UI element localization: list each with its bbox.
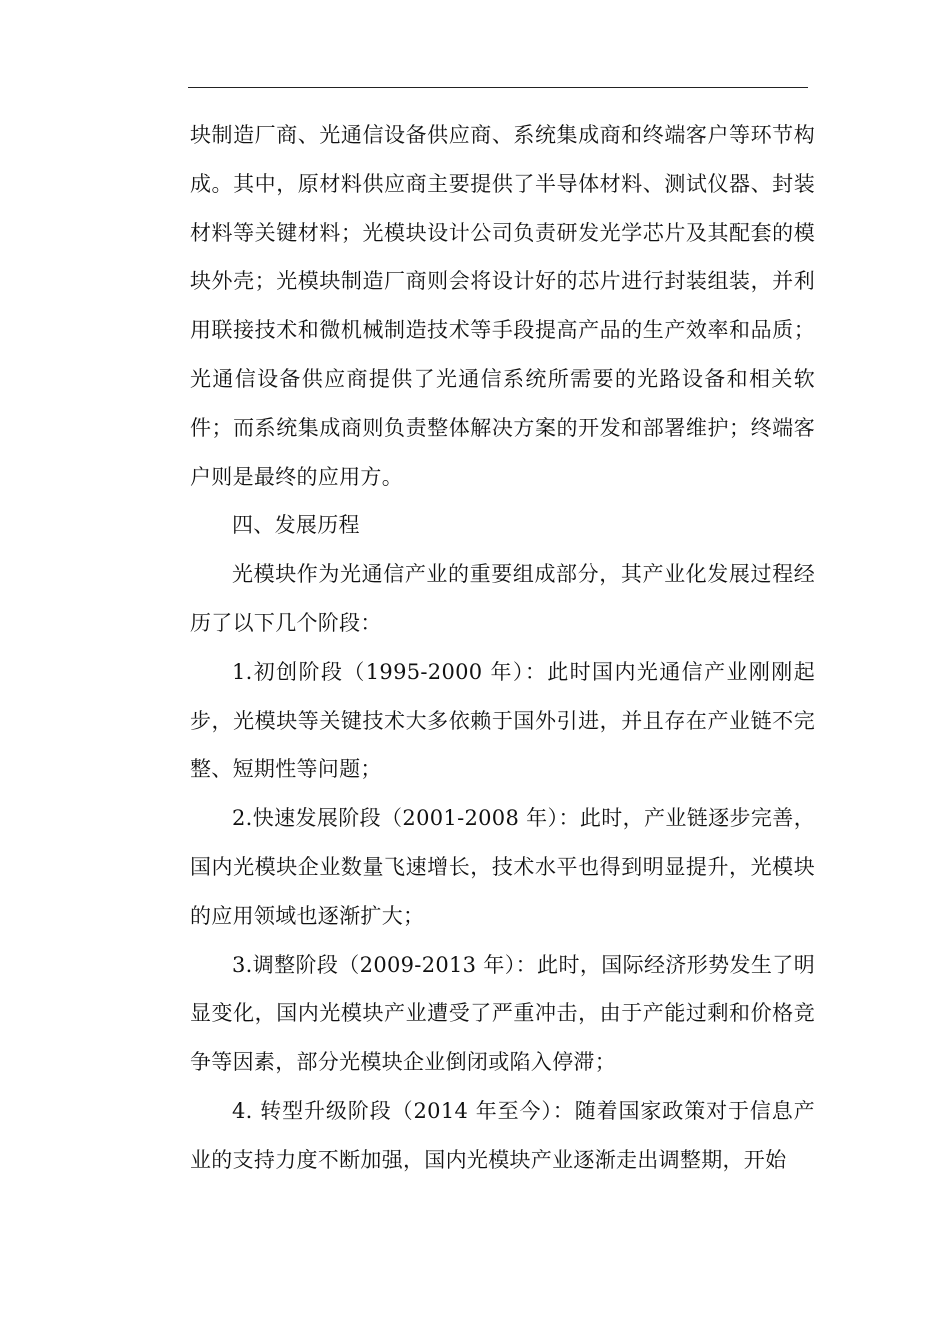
paragraph-stage-4: 4. 转型升级阶段（2014 年至今）：随着国家政策对于信息产业的支持力度不断加强，国内光模块产业逐渐走出调整期，开始 xyxy=(190,1098,815,1172)
section-heading-development-history: 四、发展历程 xyxy=(232,513,360,538)
paragraph-development-intro: 光模块作为光通信产业的重要组成部分，其产业化发展过程经历了以下几个阶段： xyxy=(190,562,815,635)
paragraph-stage-2: 2.快速发展阶段（2001-2008 年）：此时，产业链逐步完善，国内光模块企业数量飞速增长，技术水平也得到明显提升，光模块的应用领域也逐渐扩大； xyxy=(190,806,815,928)
document-body xyxy=(190,111,815,1185)
paragraph-stage-3: 3.调整阶段（2009-2013 年）：此时，国际经济形势发生了明显变化，国内光模块产业遭受了严重冲击，由于产能过剩和价格竞争等因素，部分光模块企业倒闭或陷入停滞； xyxy=(190,952,815,1075)
paragraph-industry-chain: 块制造厂商、光通信设备供应商、系统集成商和终端客户等环节构成。其中，原材料供应商主要提供了半导体材料、测试仪器、封装材料等关键材料；光模块设计公司负责研发光学芯片及其配套的模块外壳；光模块制造厂商则会将设计好的芯片进行封装组装，并利用联接技术和微机械制造技术等手段提高产品的生产效率和品质；光通信设备供应商提供了光通信系统所需要的光路设备和相关软件；而系统集成商则负责整体解决方案的开发和部署维护；终端客户则是最终的应用方。 xyxy=(190,123,815,489)
paragraph-stage-1: 1.初创阶段（1995-2000 年）：此时国内光通信产业刚刚起步，光模块等关键技术大多依赖于国外引进，并且存在产业链不完整、短期性等问题； xyxy=(190,659,815,782)
header-rule xyxy=(188,87,808,88)
